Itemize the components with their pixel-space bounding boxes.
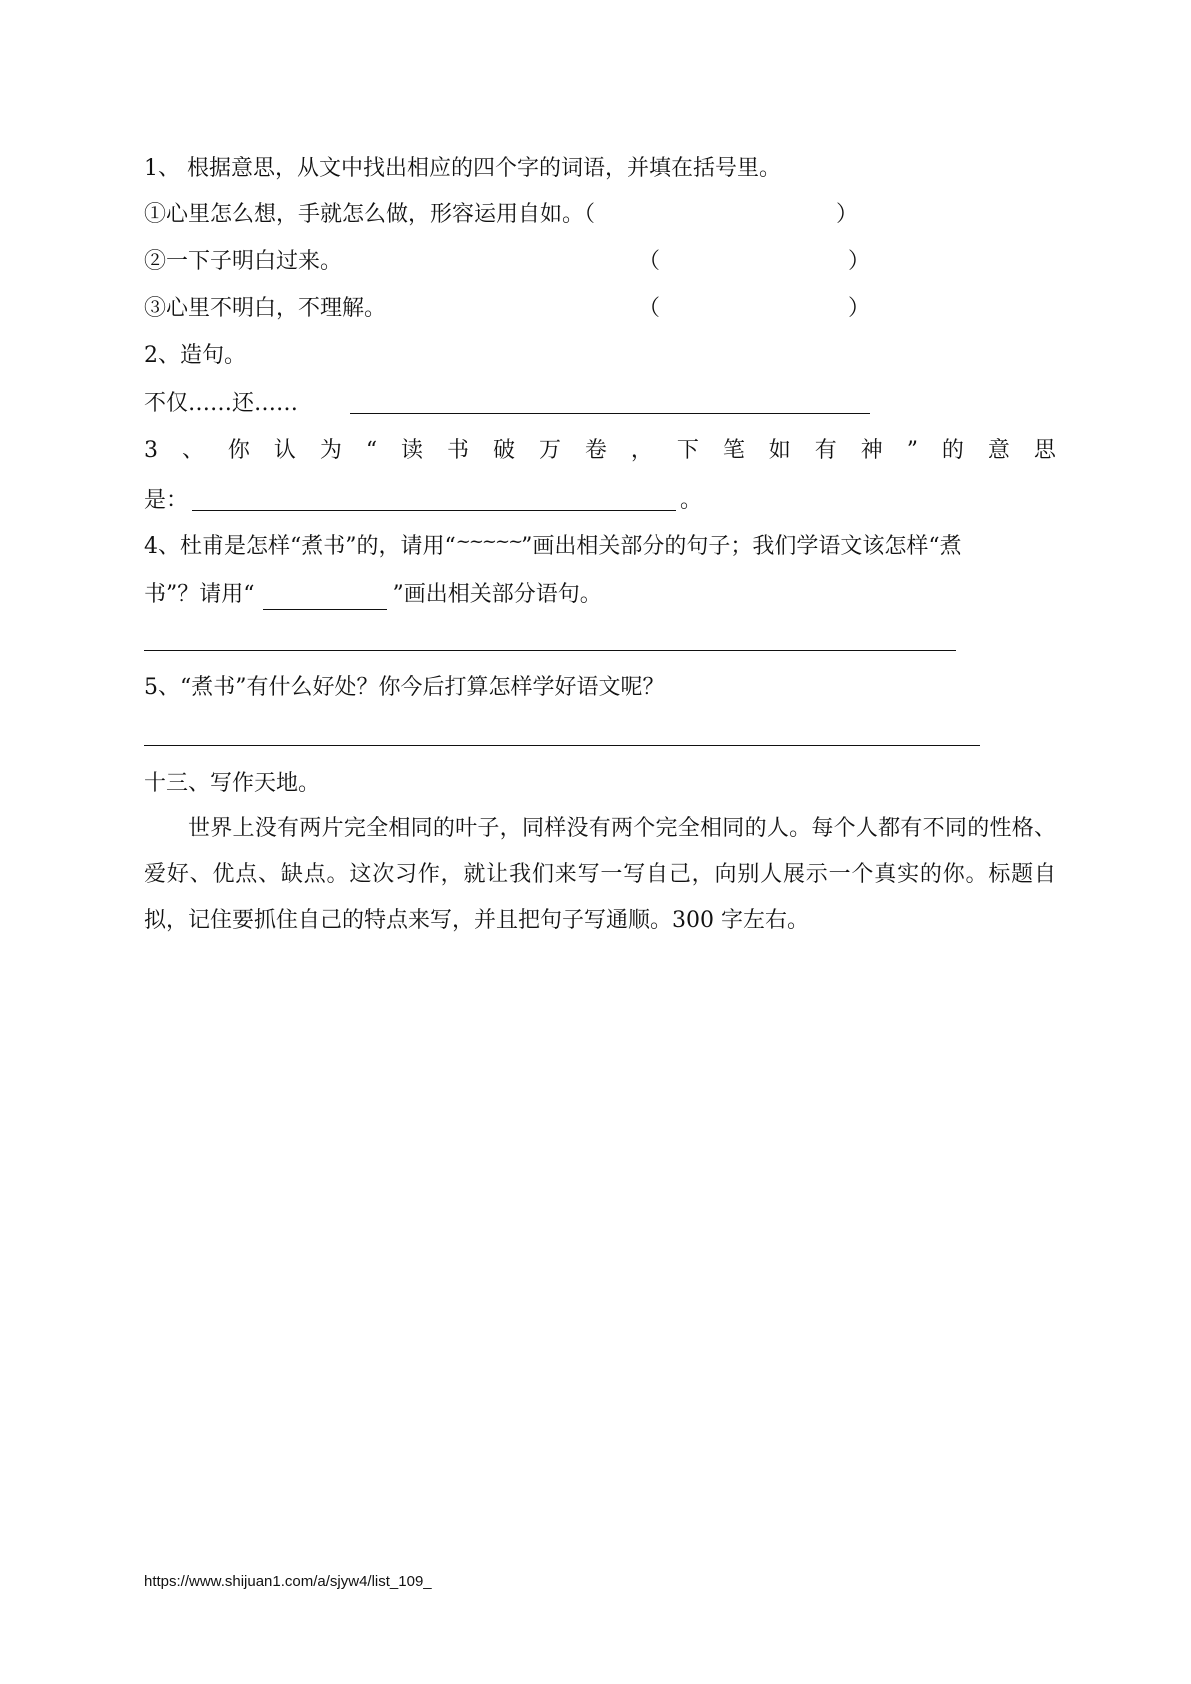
- q3-char: 你: [227, 438, 250, 463]
- q3-answer-suffix: 。: [680, 488, 703, 513]
- q3-char: 笔: [722, 438, 745, 463]
- q1-item-3-open-paren: （: [638, 296, 661, 321]
- q3-char: 为: [319, 438, 342, 463]
- q3-char: 下: [676, 438, 699, 463]
- q3-char: 有: [814, 438, 837, 463]
- q1-item-1: ①心里怎么想，手就怎么做，形容运用自如。（: [144, 202, 596, 227]
- q1-item-3-close-paren: ）: [848, 296, 871, 321]
- q4-line2-b: ”画出相关部分语句。: [392, 582, 602, 607]
- q1-prompt: 1、 根据意思，从文中找出相应的四个字的词语，并填在括号里。: [144, 156, 781, 181]
- q3-answer-line[interactable]: [192, 510, 676, 511]
- q3-char: “: [365, 438, 378, 463]
- q3-char: 卷: [584, 438, 607, 463]
- q3-char: ”: [906, 438, 918, 463]
- section-13-paragraph: 世界上没有两片完全相同的叶子，同样没有两个完全相同的人。每个人都有不同的性格、爱好、优点、缺点。这次习作，就让我们来写一写自己，向别人展示一个真实的你。标题自拟，记住要抓住自己的特点来写，并且把句子写通顺。300 字左右。: [144, 816, 1056, 933]
- q2-prompt: 2、造句。: [144, 343, 246, 368]
- q3-char: 意: [987, 438, 1010, 463]
- q4-part-2: ”画出相关部分的句子；我们学语文该怎样“煮: [521, 534, 962, 559]
- q1-item-2-close-paren: ）: [848, 249, 871, 274]
- q3-char: 神: [860, 438, 883, 463]
- q4-line-2: [144, 580, 602, 610]
- q3-char: 的: [941, 438, 964, 463]
- q3-char: 万: [538, 438, 561, 463]
- q1-item-2-open-paren: （: [638, 249, 661, 274]
- q5-prompt: 5、“煮书”有什么好处？你今后打算怎样学好语文呢？: [144, 675, 665, 700]
- q3-char: 3: [144, 438, 158, 463]
- q2-pattern: 不仅……还……: [144, 391, 299, 416]
- q5-answer-line[interactable]: [144, 745, 980, 746]
- wavy-line-icon: ~~~~~: [455, 531, 522, 552]
- q3-char: 认: [273, 438, 296, 463]
- q3-char: 破: [492, 438, 515, 463]
- q3-answer-prefix: 是：: [144, 488, 189, 513]
- q4-answer-line[interactable]: [144, 650, 956, 651]
- footer-url: https://www.shijuan1.com/a/sjyw4/list_109_: [144, 1573, 432, 1590]
- q4-line2-a: 书”？请用“: [144, 582, 255, 607]
- section-13-title: 十三、写作天地。: [144, 771, 321, 796]
- q1-item-1-close-paren: ）: [836, 202, 859, 227]
- q3-prompt-line: [144, 436, 1056, 466]
- q4-line-1: [144, 532, 962, 562]
- q3-char: 读: [401, 438, 424, 463]
- straight-underline-icon: [263, 587, 387, 610]
- q1-item-3: ③心里不明白，不理解。: [144, 296, 387, 321]
- q3-char: 思: [1033, 438, 1056, 463]
- q3-char: 书: [447, 438, 470, 463]
- q3-char: ，: [630, 438, 653, 463]
- q4-part-1: 4、杜甫是怎样“煮书”的，请用“: [144, 534, 456, 559]
- q2-answer-line[interactable]: [350, 413, 870, 414]
- q3-char: 、: [181, 438, 204, 463]
- q1-item-2: ②一下子明白过来。: [144, 249, 343, 274]
- q3-char: 如: [768, 438, 791, 463]
